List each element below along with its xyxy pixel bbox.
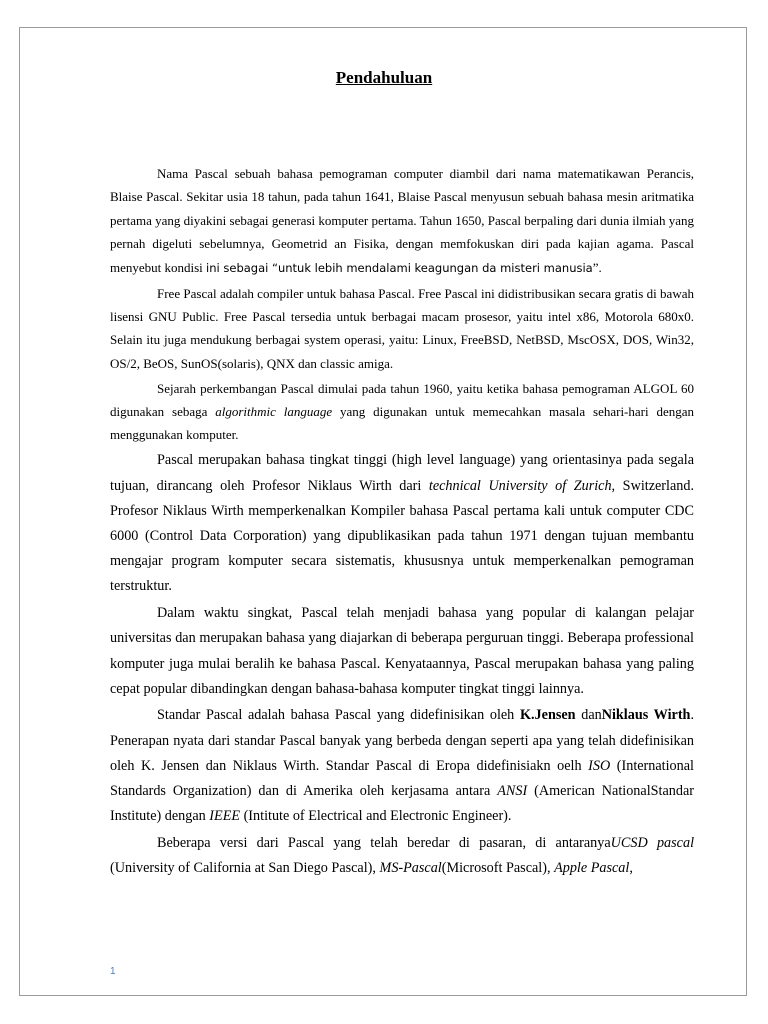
page-title: Pendahuluan xyxy=(335,68,433,87)
paragraph-6-end: (Intitute of Electrical and Electronic Engineer). xyxy=(240,808,512,825)
paragraph-3-italic: algorithmic language xyxy=(215,404,333,420)
paragraph-7 xyxy=(110,831,694,881)
paragraph-7-text: Beberapa versi dari Pascal yang telah beredar di pasaran, di antaranya xyxy=(157,834,611,851)
paragraph-2: Free Pascal adalah compiler untuk bahasa Pascal. Free Pascal ini didistribusikan secara gratis di bawah lisensi GNU Public. Free Pascal tersedia untuk berbagai macam prosesor, yaitu intel x86, Motorola 680x0. Selain itu juga mendukung berbagai system operasi, yaitu: Linux, FreeBSD, NetBSD, MscOSX, DOS, Win32, OS/2, BeOS, SunOS(solaris), QNX dan classic amiga. xyxy=(110,285,694,371)
paragraph-4-text: Pascal merupakan bahasa tingkat tinggi (high level language) yang orientasinya pada segala tujuan, dirancang oleh Profesor Niklaus Wirth dari xyxy=(110,452,694,494)
paragraph-6-and: dan xyxy=(575,707,602,724)
paragraph-7-ms-desc: (Microsoft Pascal), xyxy=(441,860,555,877)
ansi-term: ANSI xyxy=(497,783,528,800)
ms-pascal-term: MS-Pascal xyxy=(379,860,442,877)
paragraph-1-text: Nama Pascal sebuah bahasa pemograman computer diambil dari nama matematikawan Perancis, Blaise Pascal. Sekitar usia 18 tahun, pada tahun 1641, Blaise Pascal menyusun sebuah bahasa mesin aritmatika pertama yang diyakini sebagai generasi komputer pertama. Tahun 1650, Pascal berpaling dari dunia ilmiah yang pernah digeluti sebelumnya, Geometrid an Fisika, dengan memfokuskan diri pada kajian agama. Pascal menyebut kondisi xyxy=(110,166,694,275)
apple-pascal-term: Apple Pascal xyxy=(554,860,630,877)
paragraph-1-quote: ini sebagai “untuk lebih mendalami keagungan da misteri manusia xyxy=(206,260,593,275)
ieee-term: IEEE xyxy=(209,808,241,825)
paragraph-3 xyxy=(110,377,694,447)
page-number: 1 xyxy=(110,966,116,977)
document-body xyxy=(110,162,694,883)
paragraph-1-end: ”. xyxy=(592,259,602,275)
paragraph-7-ucsd-desc: (University of California at San Diego Pascal), xyxy=(110,860,380,877)
paragraph-4-italic: technical University of Zurich, xyxy=(428,477,616,494)
ucsd-pascal-term: UCSD pascal xyxy=(610,834,695,851)
paragraph-6-iso-desc: (International Standards Organization) dan di Amerika oleh kerjasama antara xyxy=(110,757,694,800)
paragraph-3-end: yang digunakan untuk memecahkan masala sehari-hari dengan menggunakan komputer. xyxy=(110,404,694,443)
paragraph-4-end: Switzerland. Profesor Niklaus Wirth memperkenalkan Kompiler bahasa Pascal pertama kali untuk computer CDC 6000 (Control Data Corporation) yang dipublikasikan pada tahun 1971 dengan tujuan membantu mengajar program komputer secara sistematis, khususnya untuk memperkenalkan pemograman terstruktur. xyxy=(110,477,694,595)
paragraph-6-middle: . Penerapan nyata dari standar Pascal banyak yang berbeda dengan seperti apa yang telah didefinisikan oleh K. Jensen dan Niklaus Wirth. Standar Pascal di Eropa didefinisiakn oelh xyxy=(110,707,694,774)
paragraph-5: Dalam waktu singkat, Pascal telah menjadi bahasa yang popular di kalangan pelajar universitas dan merupakan bahasa yang diajarkan di beberapa perguruan tinggi. Beberapa professional komputer juga mulai beralih ke bahasa Pascal. Kenyataannya, Pascal merupakan bahasa yang paling cepat popular dibandingkan dengan bahasa-bahasa komputer tingkat tinggi lainnya. xyxy=(110,605,694,697)
paragraph-6 xyxy=(110,703,694,829)
author-wirth: Niklaus Wirth xyxy=(601,707,691,724)
iso-term: ISO xyxy=(588,757,611,774)
paragraph-6-ansi-desc: (American NationalStandar Institute) dengan xyxy=(110,783,694,825)
paragraph-6-text: Standar Pascal adalah bahasa Pascal yang didefinisikan oleh xyxy=(157,707,520,724)
paragraph-4 xyxy=(110,448,694,599)
paragraph-7-end: , xyxy=(629,860,633,877)
paragraph-3-text: Sejarah perkembangan Pascal dimulai pada tahun 1960, yaitu ketika bahasa pemograman ALGOL 60 digunakan sebaga xyxy=(110,380,694,420)
paragraph-1 xyxy=(110,162,694,280)
author-jensen: K.Jensen xyxy=(519,707,576,724)
